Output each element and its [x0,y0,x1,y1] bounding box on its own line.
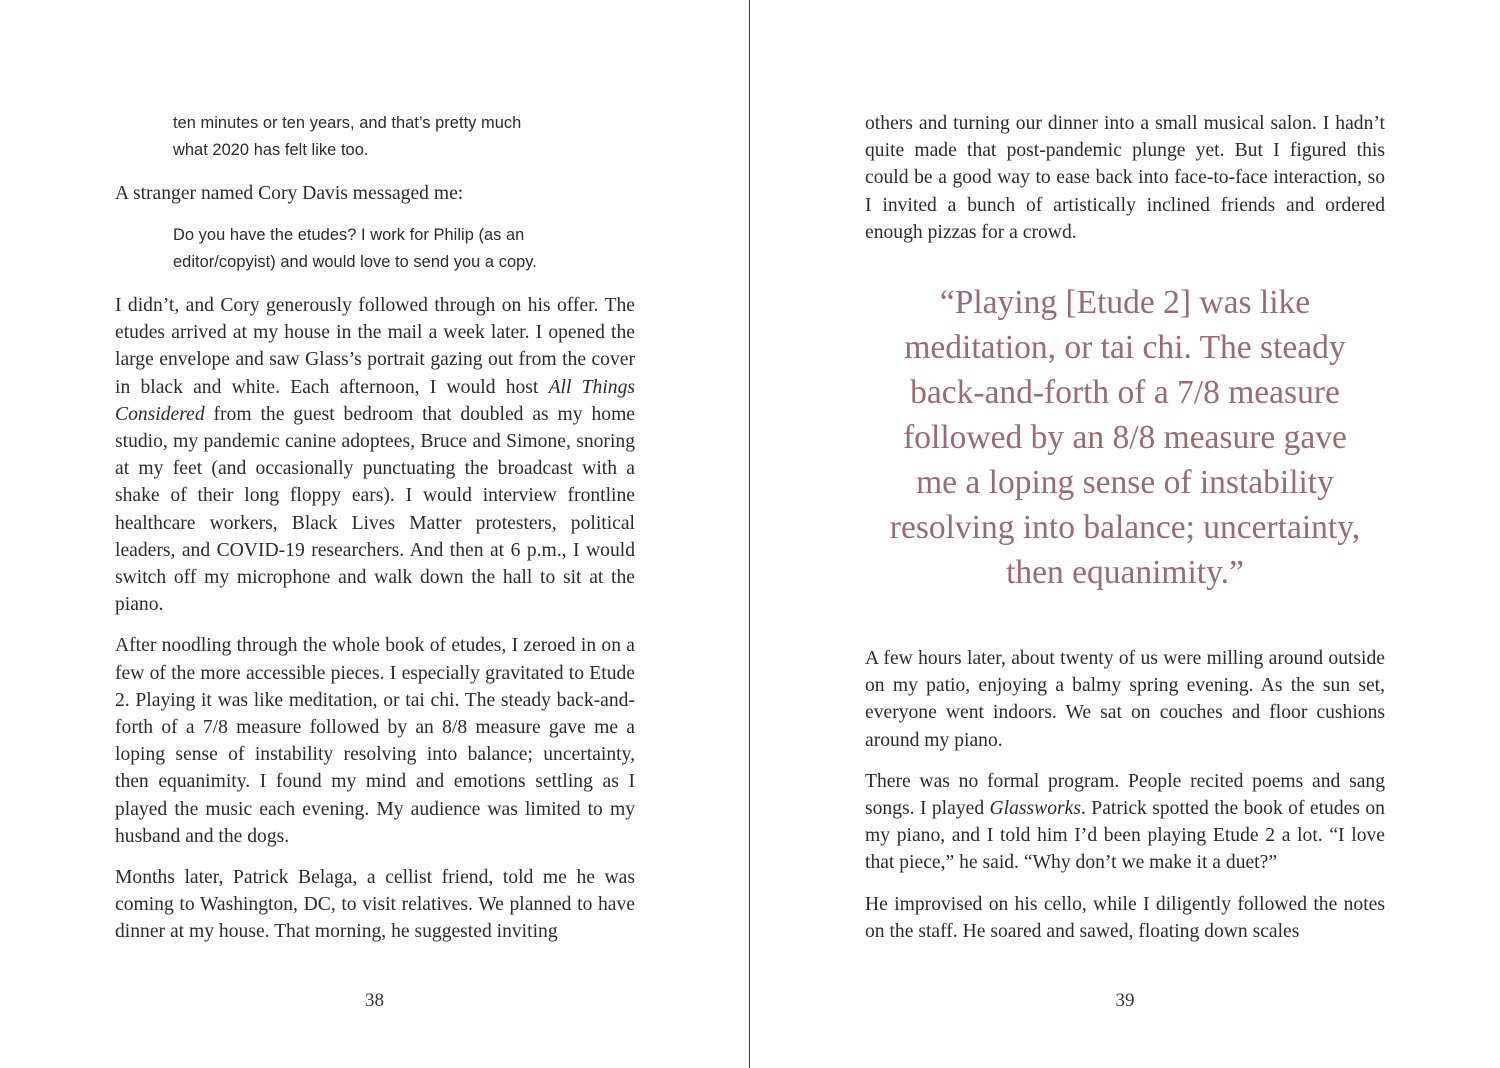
pull-quote-line: followed by an 8/8 measure gave [903,419,1347,457]
pull-quote-line: resolving into balance; uncertainty, [889,509,1361,547]
pull-quote-line: back-and-forth of a 7/8 measure [910,374,1340,412]
paragraph-no-formal-program [865,768,1385,877]
pull-quote-line: meditation, or tai chi. The steady [904,329,1346,367]
left-page [0,0,749,1068]
paragraph-improvised-cello: He improvised on his cello, while I diligently followed the notes on the staff. He soared and sawed, floating down scales [865,893,1385,942]
pull-quote-line: me a loping sense of instability [916,464,1334,502]
paragraph-stranger: A stranger named Cory Davis messaged me: [115,183,464,205]
page-number-right: 39 [1115,990,1135,1011]
paragraph-etudes-arrived [115,292,635,618]
pull-quote [865,280,1385,595]
right-text-block [865,110,1385,945]
page-number-left: 38 [365,990,384,1011]
paragraph-months-later: Months later, Patrick Belaga, a cellist friend, told me he was coming to Washington, DC, to visit relatives. We planned to have dinner at my house. That morning, he suggested inviting [115,867,635,943]
block-quote-line: editor/copyist) and would love to send you a copy. [173,252,537,271]
program-title-italic: All Things Considered [115,376,635,425]
right-page [750,0,1500,1068]
paragraph-musical-salon: others and turning our dinner into a small musical salon. I hadn’t quite made that post-pandemic plunge yet. But I figured this could be a good way to ease back into face-to-face interaction, so I invited a bunch of artistically inclined friends and ordered enough pizzas for a crowd. [865,113,1385,243]
paragraph-few-hours-later: A few hours later, about twenty of us were milling around outside on my patio, enjoying a balmy spring evening. As the sun set, everyone went indoors. We sat on couches and floor cushions around my piano. [865,648,1385,751]
block-quote-tweet [173,110,573,164]
album-title-italic: Glassworks [989,798,1081,820]
pull-quote-line: then equanimity.” [1006,554,1244,592]
paragraph-noodling: After noodling through the whole book of etudes, I zeroed in on a few of the more accessible pieces. I especially gravitated to Etude 2. Playing it was like meditation, or tai chi. The steady back-and-forth of a 7/8 measure followed by an 8/8 measure gave me a loping sense of instability resolving into balance; uncertainty, then equanimity. I found my mind and emotions settling as I played the music each evening. My audience was limited to my husband and the dogs. [115,635,635,847]
paragraph-text: I didn’t, and Cory generously followed through on his offer. The etudes arrived at my house in the mail a week later. I opened the large envelope and saw Glass’s portrait gazing out from the cover in black and white. Each afternoon, I would host [115,295,635,398]
block-quote-line: Do you have the etudes? I work for Philip (as an [173,225,525,244]
block-quote-message [173,222,573,276]
block-quote-line: what 2020 has felt like too. [173,141,369,160]
left-text-block [115,110,635,946]
paragraph-text: . Patrick spotted the book of etudes on my piano, and I told him I’d been playing Etude 2 a lot. “I love that piece,” he said. “Why don’t we make it a duet?” [865,798,1385,874]
pull-quote-line: “Playing [Etude 2] was like [939,284,1311,322]
paragraph-text: There was no formal program. People recited poems and sang songs. I played [865,770,1385,820]
block-quote-line: ten minutes or ten years, and that’s pretty much [173,114,522,132]
paragraph-text: from the guest bedroom that doubled as my home studio, my pandemic canine adoptees, Bruce and Simone, snoring at my feet (and occasionally punctuating the broadcast with a shake of their long floppy ears). I would interview frontline healthcare workers, Black Lives Matter protesters, political leaders, and COVID-19 researchers. And then at 6 p.m., I would switch off my microphone and walk down the hall to sit at the piano. [115,403,635,616]
